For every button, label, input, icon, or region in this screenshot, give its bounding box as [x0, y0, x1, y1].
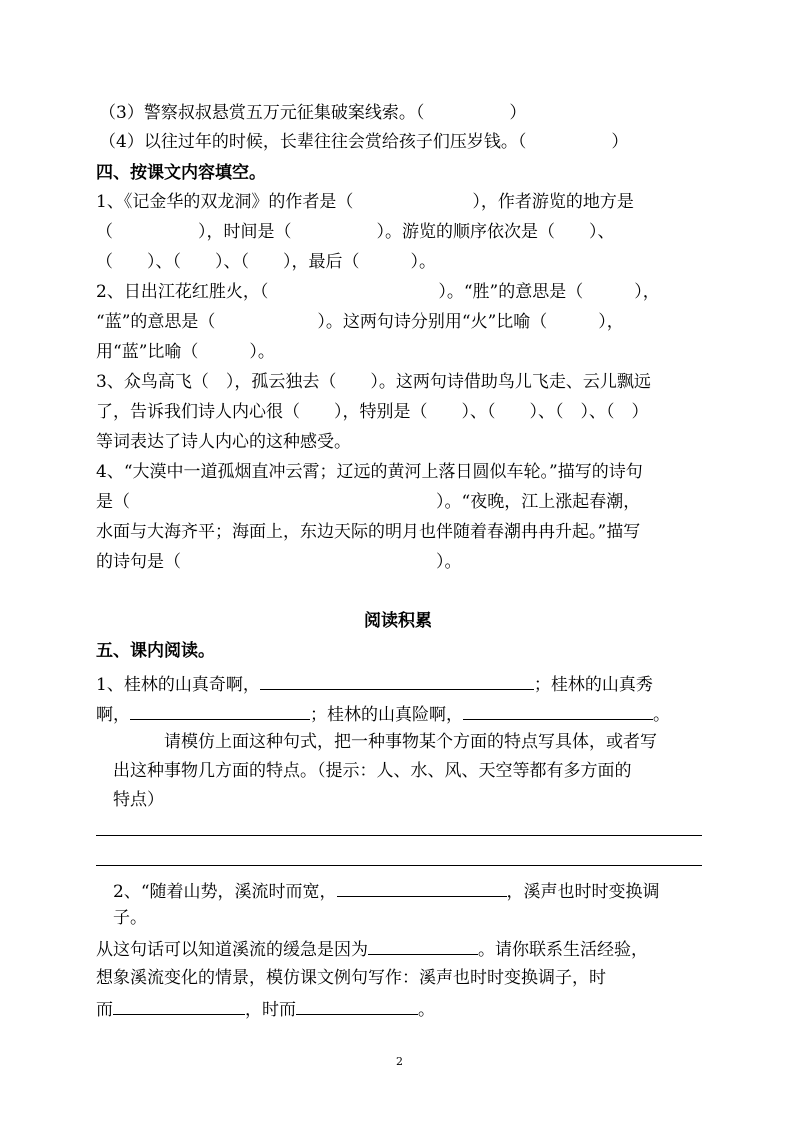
s4-line-6: 用“蓝”比喻（ ）。 — [96, 342, 275, 362]
s4-line-13: 的诗句是（ ）。 — [96, 552, 462, 572]
s5-q2-line-5 — [96, 996, 435, 1018]
answer-blank[interactable] — [130, 701, 310, 720]
page-number: 2 — [396, 1055, 403, 1068]
answer-blank[interactable] — [113, 996, 245, 1015]
s5-q1-text-b: ；桂林的山真秀 — [533, 675, 653, 695]
s5-q1-text-c: 啊， — [96, 705, 130, 725]
s4-line-9: 等词表达了诗人内心的这种感受。 — [96, 432, 351, 452]
vocab-item-4: （4）以往过年的时候，长辈往往会赏给孩子们压岁钱。（ ） — [99, 132, 629, 152]
s4-line-10: 4、“大漠中一道孤烟直冲云霄；辽远的黄河上落日圆似车轮。”描写的诗句 — [96, 462, 643, 482]
s4-line-12: 水面与大海齐平；海面上，东边天际的明月也伴随着春潮冉冉升起。”描写 — [96, 522, 641, 542]
s5-q1-line-2 — [96, 701, 670, 723]
s5-q2-text-g: 。 — [418, 1000, 435, 1020]
reading-title: 阅读积累 — [364, 611, 432, 631]
s5-q2-line-1 — [113, 878, 660, 900]
s5-q1-instruction-3: 特点） — [113, 790, 164, 810]
s5-q2-text-b: ，溪声也时时变换调 — [506, 882, 660, 902]
s4-line-8: 了，告诉我们诗人内心很（ ），特别是（ ）、（ ）、（ ）、（ ） — [96, 402, 649, 422]
vocab-item-3: （3）警察叔叔悬赏五万元征集破案线索。（ ） — [99, 103, 527, 123]
s5-q1-instruction-2: 出这种事物几方面的特点。（提示：人、水、风、天空等都有多方面的 — [113, 761, 632, 781]
section-5-heading: 五、课内阅读。 — [96, 641, 215, 661]
answer-blank[interactable] — [337, 878, 507, 897]
answer-blank[interactable] — [260, 671, 534, 690]
s5-q2-text-f: ，时而 — [245, 1000, 296, 1020]
s5-q1-instruction-1: 请模仿上面这种句式，把一种事物某个方面的特点写具体，或者写 — [164, 732, 657, 752]
section-4-heading: 四、按课文内容填空。 — [96, 163, 266, 183]
s5-q2-text-a: 2、“随着山势，溪流时而宽， — [113, 882, 337, 902]
s5-q1-text-d: ；桂林的山真险啊， — [310, 705, 463, 725]
s5-q1-text-a: 1、桂林的山真奇啊， — [96, 675, 260, 695]
s4-line-5: “蓝”的意思是（ ）。这两句诗分别用“火”比喻（ ）， — [96, 312, 624, 332]
answer-line[interactable] — [96, 835, 702, 836]
s5-q2-text-e: 而 — [96, 1000, 113, 1020]
s4-line-2: （ ），时间是（ ）。游览的顺序依次是（ ）、 — [96, 222, 615, 242]
s4-line-11: 是（ ）。“夜晚，江上涨起春潮， — [96, 492, 641, 512]
s5-q2-line-2: 子。 — [113, 908, 147, 928]
s5-q1-text-e: 。 — [653, 705, 670, 725]
s4-line-3: （ ）、（ ）、（ ），最后（ ）。 — [96, 252, 436, 272]
answer-line[interactable] — [96, 865, 702, 866]
s5-q2-text-d: 。请你联系生活经验， — [478, 940, 648, 960]
s4-line-1: 1、《记金华的双龙洞》的作者是（ ），作者游览的地方是 — [96, 192, 634, 212]
s5-q2-text-c: 从这句话可以知道溪流的缓急是因为 — [96, 940, 368, 960]
s5-q2-line-3 — [96, 936, 648, 958]
answer-blank[interactable] — [296, 996, 418, 1015]
s4-line-7: 3、众鸟高飞（ ），孤云独去（ ）。这两句诗借助鸟儿飞走、云儿飘远 — [96, 372, 651, 392]
answer-blank[interactable] — [463, 701, 653, 720]
s5-q1-line-1 — [96, 671, 653, 693]
s5-q2-line-4: 想象溪流变化的情景，模仿课文例句写作：溪声也时时变换调子，时 — [96, 968, 606, 988]
answer-blank[interactable] — [368, 936, 478, 955]
s4-line-4: 2、日出江花红胜火，（ ）。“胜”的意思是（ ）， — [96, 282, 660, 302]
